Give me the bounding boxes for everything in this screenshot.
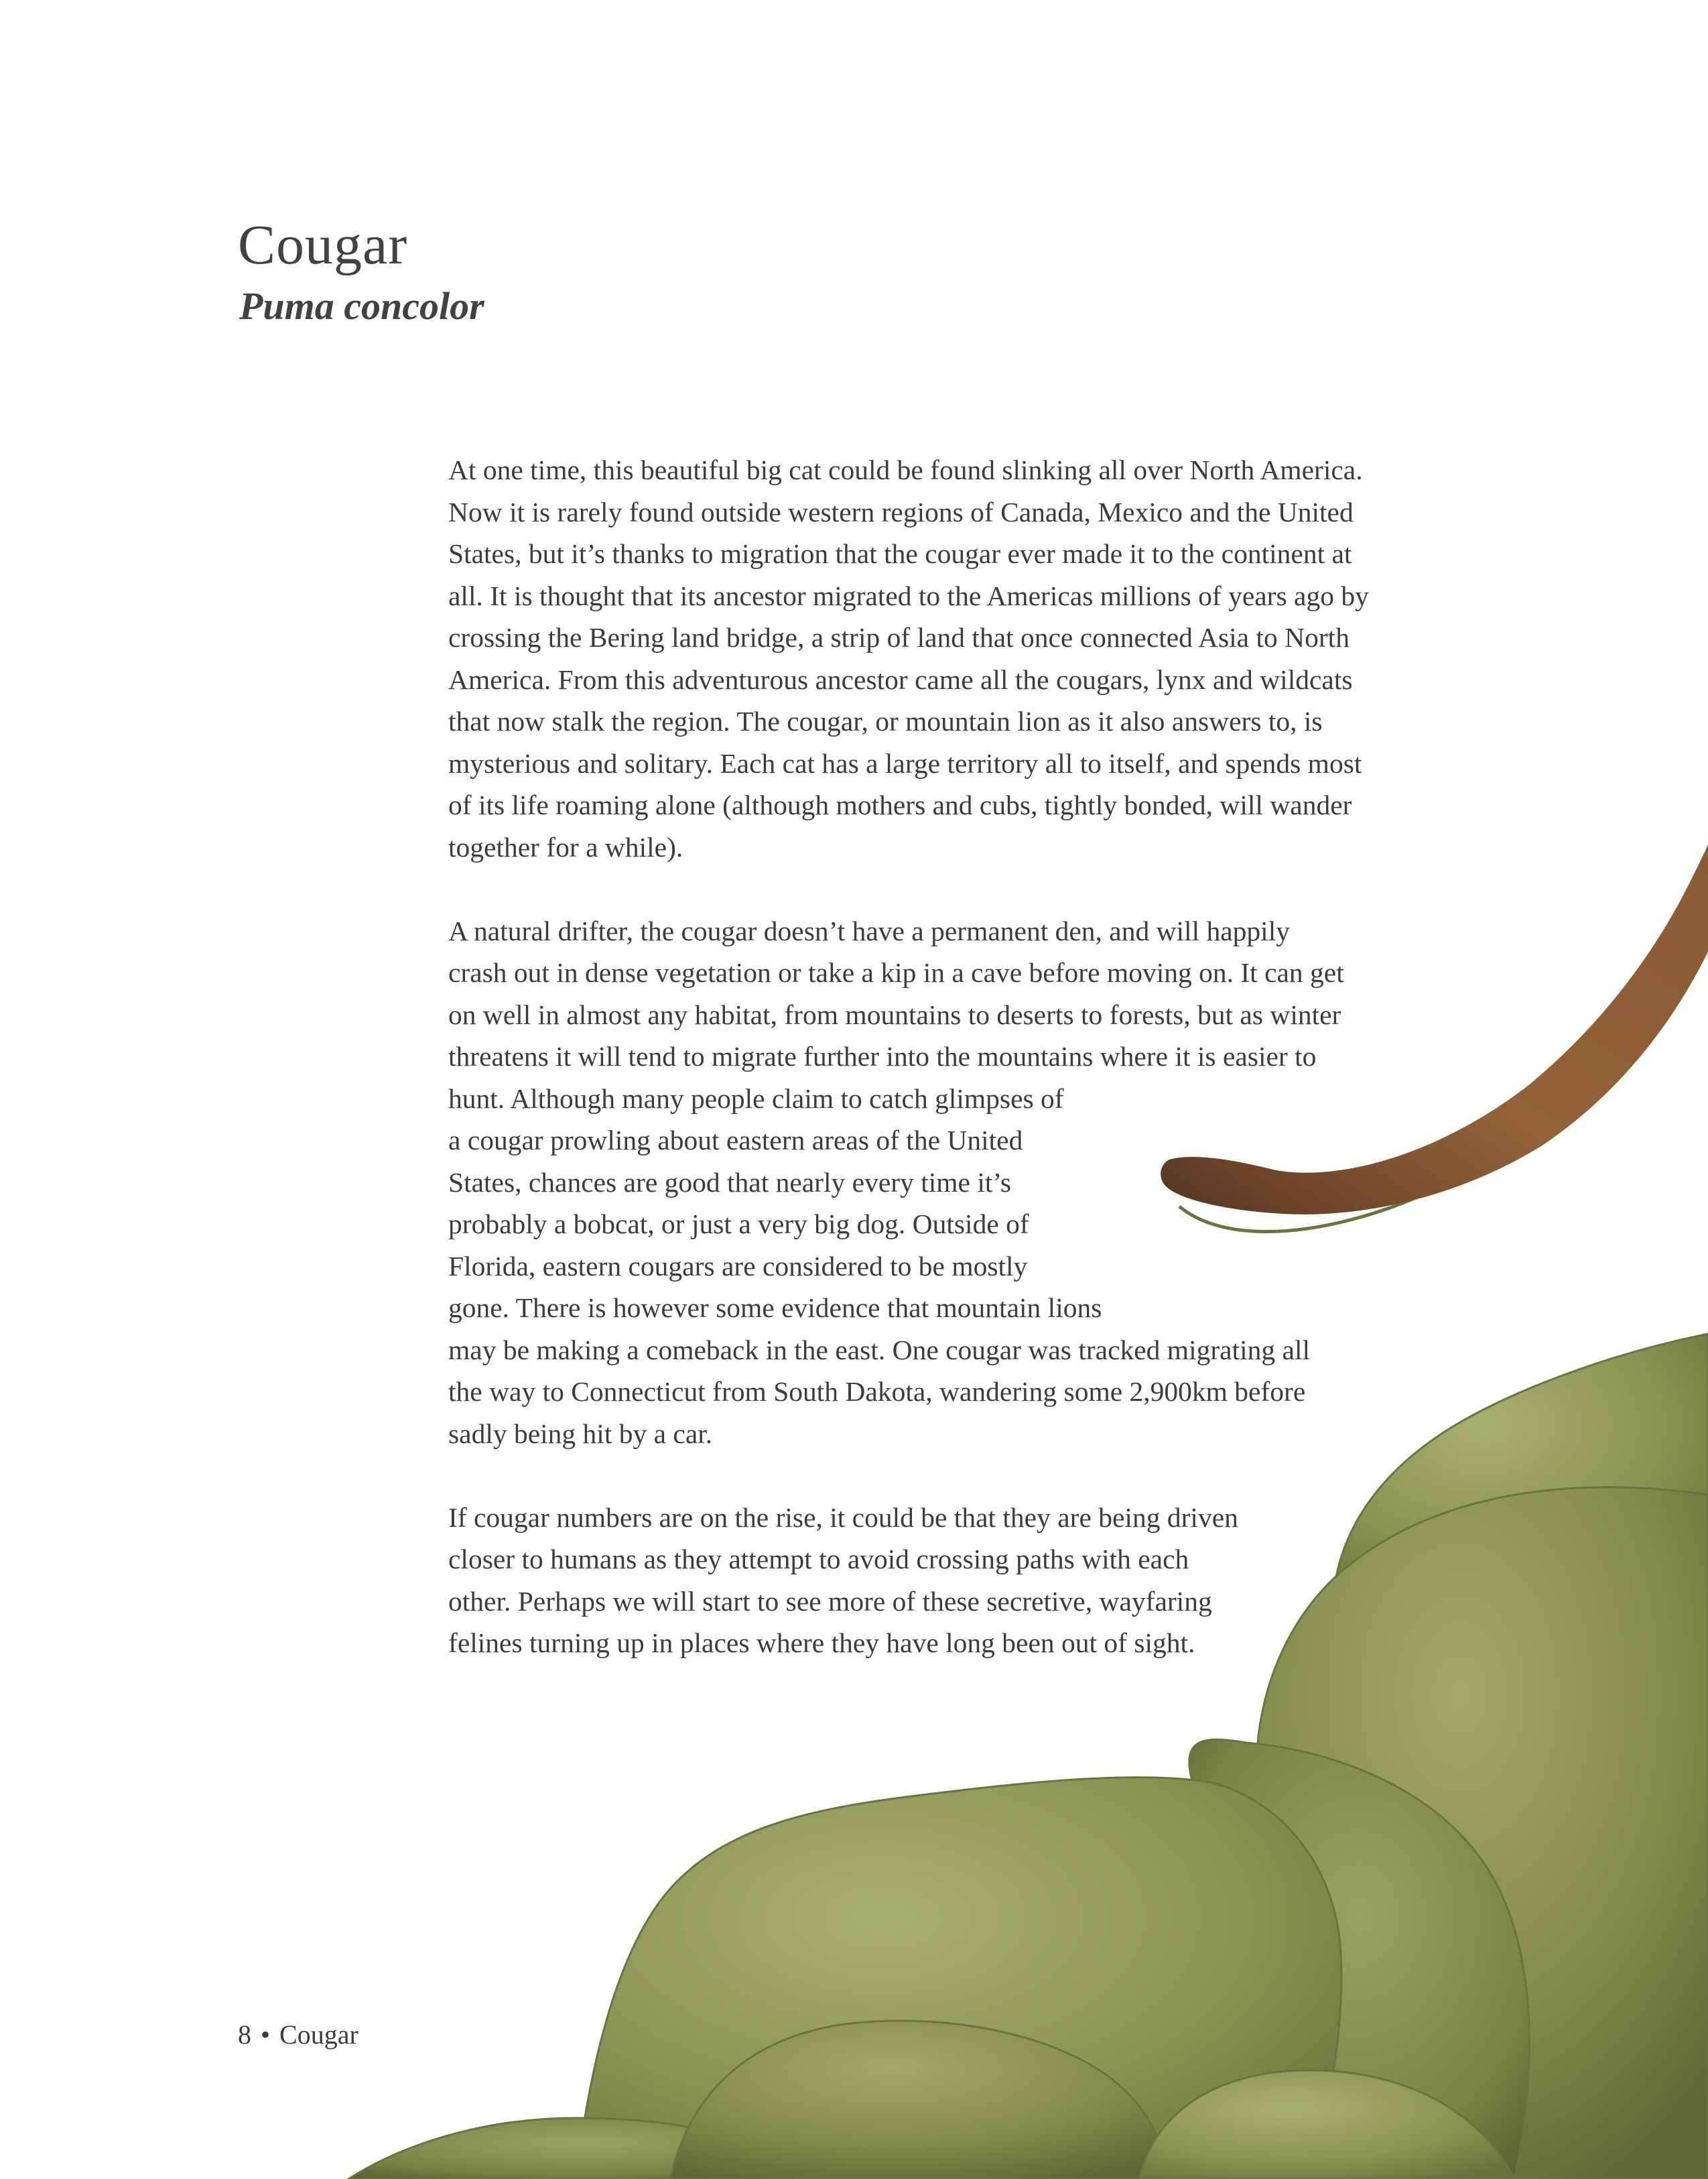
scientific-name: Puma concolor — [239, 284, 484, 328]
text-line: threatens it will tend to migrate further into the mountains where it is easier to — [448, 1041, 1317, 1072]
text-line: closer to humans as they attempt to avoid crossing paths with each — [448, 1544, 1189, 1574]
text-line: all. It is thought that its ancestor migrated to the Americas millions of years ago by — [448, 580, 1369, 611]
paragraph — [448, 910, 1453, 1455]
text-line: of its life roaming alone (although mothers and cubs, tightly bonded, will wander — [448, 790, 1352, 820]
text-line: gone. There is however some evidence that mountain lions — [448, 1292, 1102, 1323]
text-line: may be making a comeback in the east. One cougar was tracked migrating all — [448, 1334, 1311, 1365]
text-line: felines turning up in places where they have long been out of sight. — [448, 1627, 1195, 1658]
text-line: crash out in dense vegetation or take a kip in a cave before moving on. It can get — [448, 957, 1344, 988]
text-line: States, but it’s thanks to migration that the cougar ever made it to the continent at — [448, 538, 1352, 569]
text-line: together for a while). — [448, 831, 683, 863]
text-line: crossing the Bering land bridge, a strip of land that once connected Asia to North — [448, 622, 1350, 653]
paragraph — [448, 449, 1453, 868]
footer-section-title: Cougar — [279, 2019, 358, 2050]
page-title: Cougar — [238, 214, 408, 276]
text-line: America. From this adventurous ancestor came all the cougars, lynx and wildcats — [448, 664, 1353, 695]
footer-separator: • — [261, 2019, 271, 2050]
text-line: that now stalk the region. The cougar, or mountain lion as it also answers to, is — [448, 706, 1323, 737]
page-number: 8 — [238, 2019, 251, 2050]
text-line: probably a bobcat, or just a very big dog. Outside of — [448, 1208, 1029, 1239]
page-footer — [238, 2019, 358, 2050]
body-text — [448, 449, 1453, 1706]
text-line: Now it is rarely found outside western regions of Canada, Mexico and the United — [448, 496, 1354, 527]
paragraph — [448, 1497, 1453, 1664]
text-line: the way to Connecticut from South Dakota, wandering some 2,900km before — [448, 1376, 1306, 1407]
text-line: Florida, eastern cougars are considered to be mostly — [448, 1250, 1028, 1282]
text-line: If cougar numbers are on the rise, it could be that they are being driven — [448, 1501, 1238, 1533]
text-line: on well in almost any habitat, from mountains to deserts to forests, but as winter — [448, 999, 1341, 1030]
text-line: sadly being hit by a car. — [448, 1418, 713, 1449]
text-line: a cougar prowling about eastern areas of the United — [448, 1125, 1023, 1156]
text-line: mysterious and solitary. Each cat has a large territory all to itself, and spends most — [448, 747, 1362, 779]
text-line: States, chances are good that nearly every time it’s — [448, 1166, 1012, 1198]
text-line: A natural drifter, the cougar doesn’t have a permanent den, and will happily — [448, 915, 1290, 946]
text-line: hunt. Although many people claim to catch glimpses of — [448, 1082, 1064, 1114]
text-line: At one time, this beautiful big cat could be found slinking all over North America. — [448, 454, 1363, 485]
text-line: other. Perhaps we will start to see more of these secretive, wayfaring — [448, 1585, 1212, 1617]
